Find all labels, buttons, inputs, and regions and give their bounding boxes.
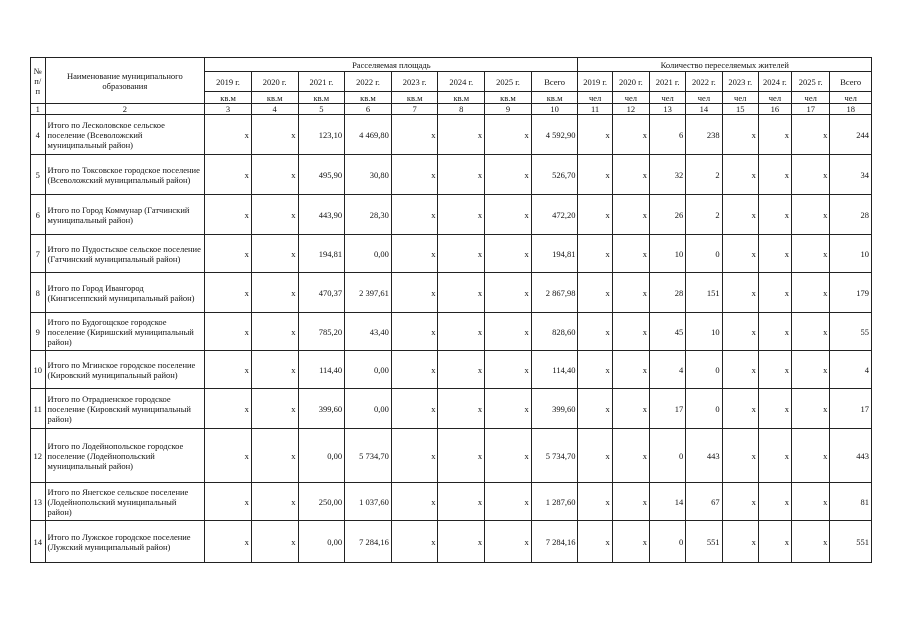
row-number: 7 [31, 235, 46, 273]
people-year-header: 2024 г. [758, 72, 791, 92]
people-cell: 26 [650, 195, 686, 235]
people-cell: 0 [650, 521, 686, 563]
row-number: 8 [31, 273, 46, 313]
people-year-header: 2020 г. [612, 72, 649, 92]
table-row [31, 389, 872, 429]
people-cell: x [612, 155, 649, 195]
column-number: 16 [758, 104, 791, 115]
area-unit: кв.м [531, 92, 578, 104]
area-cell: x [391, 351, 438, 389]
people-cell: 0 [686, 389, 722, 429]
area-cell: x [391, 389, 438, 429]
area-cell: x [438, 115, 485, 155]
area-cell: 0,00 [345, 351, 392, 389]
people-cell: x [758, 351, 791, 389]
municipality-name: Итого по Лодейнопольское городское поселение (Лодейнопольский муниципальный район) [45, 429, 205, 483]
area-cell: 2 397,61 [345, 273, 392, 313]
people-cell: 6 [650, 115, 686, 155]
people-cell: 34 [830, 155, 872, 195]
area-cell: 194,81 [531, 235, 578, 273]
area-unit: кв.м [251, 92, 298, 104]
area-cell: 2 867,98 [531, 273, 578, 313]
table-row [31, 483, 872, 521]
people-cell: 4 [650, 351, 686, 389]
people-cell: x [758, 235, 791, 273]
area-cell: x [485, 351, 532, 389]
area-cell: 7 284,16 [531, 521, 578, 563]
area-cell: x [391, 273, 438, 313]
people-cell: 244 [830, 115, 872, 155]
people-cell: 551 [830, 521, 872, 563]
area-unit: кв.м [298, 92, 345, 104]
people-cell: x [792, 115, 830, 155]
people-year-header: 2023 г. [722, 72, 758, 92]
municipality-name: Итого по Пудостьское сельское поселение (Гатчинский муниципальный район) [45, 235, 205, 273]
area-cell: x [391, 155, 438, 195]
people-cell: 10 [830, 235, 872, 273]
area-cell: x [485, 273, 532, 313]
area-cell: 399,60 [531, 389, 578, 429]
people-cell: x [578, 483, 612, 521]
area-cell: 123,10 [298, 115, 345, 155]
area-cell: 828,60 [531, 313, 578, 351]
municipality-name: Итого по Город Коммунар (Гатчинский муниципальный район) [45, 195, 205, 235]
table-row [31, 115, 872, 155]
area-cell: x [438, 155, 485, 195]
area-year-header: 2024 г. [438, 72, 485, 92]
area-cell: 0,00 [298, 429, 345, 483]
area-cell: x [391, 521, 438, 563]
area-cell: x [251, 195, 298, 235]
people-cell: x [578, 195, 612, 235]
people-cell: x [792, 313, 830, 351]
area-cell: x [485, 155, 532, 195]
area-cell: 7 284,16 [345, 521, 392, 563]
table-row [31, 273, 872, 313]
people-cell: x [722, 155, 758, 195]
municipality-name: Итого по Янегское сельское поселение (Лодейнопольский муниципальный район) [45, 483, 205, 521]
area-cell: x [205, 235, 252, 273]
area-cell: 114,40 [298, 351, 345, 389]
num-column-header: № п/п [31, 58, 46, 104]
area-cell: x [205, 351, 252, 389]
area-cell: x [485, 313, 532, 351]
people-cell: 10 [650, 235, 686, 273]
people-cell: x [758, 483, 791, 521]
people-year-header: 2022 г. [686, 72, 722, 92]
people-cell: x [578, 235, 612, 273]
people-cell: 17 [830, 389, 872, 429]
row-number: 12 [31, 429, 46, 483]
people-unit: чел [686, 92, 722, 104]
area-cell: x [438, 195, 485, 235]
people-cell: x [722, 115, 758, 155]
people-cell: x [758, 155, 791, 195]
people-cell: x [758, 389, 791, 429]
people-total-header: Всего [830, 72, 872, 92]
area-cell: x [438, 235, 485, 273]
area-cell: x [251, 483, 298, 521]
area-cell: x [391, 313, 438, 351]
municipality-name: Итого по Токсовское городское поселение (Всеволожский муниципальный район) [45, 155, 205, 195]
area-unit: кв.м [485, 92, 532, 104]
column-number-row [31, 104, 872, 115]
area-cell: x [251, 313, 298, 351]
people-cell: x [612, 195, 649, 235]
people-cell: 28 [830, 195, 872, 235]
area-cell: x [205, 429, 252, 483]
people-cell: x [792, 429, 830, 483]
people-cell: 551 [686, 521, 722, 563]
area-cell: x [438, 313, 485, 351]
people-cell: 443 [830, 429, 872, 483]
area-cell: x [205, 115, 252, 155]
municipality-name: Итого по Мгинское городское поселение (Кировский муниципальный район) [45, 351, 205, 389]
people-cell: x [578, 273, 612, 313]
people-cell: x [722, 273, 758, 313]
area-cell: x [391, 195, 438, 235]
people-cell: x [792, 155, 830, 195]
people-cell: 17 [650, 389, 686, 429]
area-year-header: 2023 г. [391, 72, 438, 92]
people-cell: x [758, 521, 791, 563]
area-cell: x [205, 273, 252, 313]
people-cell: x [578, 351, 612, 389]
area-cell: x [438, 389, 485, 429]
area-year-header: 2021 г. [298, 72, 345, 92]
people-cell: x [578, 155, 612, 195]
area-cell: 5 734,70 [531, 429, 578, 483]
people-cell: 45 [650, 313, 686, 351]
people-cell: x [612, 351, 649, 389]
people-unit: чел [578, 92, 612, 104]
area-unit: кв.м [345, 92, 392, 104]
column-number: 3 [205, 104, 252, 115]
area-cell: x [251, 389, 298, 429]
area-year-header: 2019 г. [205, 72, 252, 92]
area-cell: x [205, 521, 252, 563]
people-cell: x [792, 389, 830, 429]
area-cell: 114,40 [531, 351, 578, 389]
area-cell: 443,90 [298, 195, 345, 235]
people-cell: 0 [650, 429, 686, 483]
column-number: 14 [686, 104, 722, 115]
area-cell: 28,30 [345, 195, 392, 235]
column-number: 10 [531, 104, 578, 115]
people-cell: 10 [686, 313, 722, 351]
area-unit: кв.м [205, 92, 252, 104]
area-cell: 4 469,80 [345, 115, 392, 155]
table-row [31, 429, 872, 483]
column-number: 6 [345, 104, 392, 115]
area-cell: 43,40 [345, 313, 392, 351]
row-number: 11 [31, 389, 46, 429]
area-cell: x [205, 195, 252, 235]
people-cell: x [758, 313, 791, 351]
column-number: 1 [31, 104, 46, 115]
column-number: 15 [722, 104, 758, 115]
people-group-header: Количество переселяемых жителей [578, 58, 872, 72]
table-row [31, 195, 872, 235]
area-cell: x [391, 429, 438, 483]
people-cell: 67 [686, 483, 722, 521]
people-cell: 179 [830, 273, 872, 313]
people-cell: x [612, 521, 649, 563]
resettlement-table [30, 57, 872, 563]
column-number: 8 [438, 104, 485, 115]
people-cell: 14 [650, 483, 686, 521]
people-cell: x [758, 115, 791, 155]
area-cell: x [391, 235, 438, 273]
area-cell: x [485, 521, 532, 563]
people-cell: x [722, 483, 758, 521]
people-cell: 2 [686, 155, 722, 195]
people-cell: 0 [686, 351, 722, 389]
area-cell: 4 592,90 [531, 115, 578, 155]
people-cell: x [578, 389, 612, 429]
municipality-name: Итого по Лесколовское сельское поселение (Всеволожский муниципальный район) [45, 115, 205, 155]
row-number: 14 [31, 521, 46, 563]
area-cell: x [438, 429, 485, 483]
people-cell: x [612, 235, 649, 273]
people-cell: x [792, 483, 830, 521]
people-cell: 0 [686, 235, 722, 273]
area-cell: x [205, 155, 252, 195]
area-unit: кв.м [391, 92, 438, 104]
area-cell: x [205, 483, 252, 521]
people-cell: x [722, 521, 758, 563]
people-cell: x [612, 313, 649, 351]
row-number: 5 [31, 155, 46, 195]
area-cell: x [391, 483, 438, 521]
area-cell: 0,00 [345, 235, 392, 273]
area-cell: 495,90 [298, 155, 345, 195]
people-cell: 2 [686, 195, 722, 235]
people-cell: 55 [830, 313, 872, 351]
table-row [31, 521, 872, 563]
people-cell: x [612, 389, 649, 429]
area-cell: x [438, 273, 485, 313]
municipality-name: Итого по Лужское городское поселение (Лужский муниципальный район) [45, 521, 205, 563]
people-cell: x [578, 313, 612, 351]
table-row [31, 313, 872, 351]
table-body [31, 115, 872, 563]
area-cell: 194,81 [298, 235, 345, 273]
column-number: 5 [298, 104, 345, 115]
area-cell: x [251, 273, 298, 313]
area-cell: x [251, 235, 298, 273]
people-cell: x [722, 429, 758, 483]
people-cell: 443 [686, 429, 722, 483]
column-number: 18 [830, 104, 872, 115]
people-cell: x [612, 273, 649, 313]
column-number: 4 [251, 104, 298, 115]
area-cell: 785,20 [298, 313, 345, 351]
area-cell: x [485, 235, 532, 273]
area-cell: 399,60 [298, 389, 345, 429]
column-number: 17 [792, 104, 830, 115]
area-year-header: 2022 г. [345, 72, 392, 92]
area-cell: 526,70 [531, 155, 578, 195]
people-cell: 151 [686, 273, 722, 313]
people-cell: x [578, 521, 612, 563]
people-cell: x [792, 351, 830, 389]
people-cell: x [792, 521, 830, 563]
area-year-header: 2025 г. [485, 72, 532, 92]
row-number: 10 [31, 351, 46, 389]
people-cell: x [722, 195, 758, 235]
area-cell: x [485, 115, 532, 155]
table-row [31, 155, 872, 195]
area-cell: x [485, 483, 532, 521]
column-number: 2 [45, 104, 205, 115]
area-cell: 250,00 [298, 483, 345, 521]
area-cell: x [438, 483, 485, 521]
name-column-header: Наименование муниципального образования [45, 58, 205, 104]
municipality-name: Итого по Отрадненское городское поселение (Кировский муниципальный район) [45, 389, 205, 429]
people-cell: x [722, 351, 758, 389]
area-cell: 472,20 [531, 195, 578, 235]
people-cell: x [722, 389, 758, 429]
area-cell: x [251, 115, 298, 155]
people-cell: x [578, 115, 612, 155]
people-cell: x [612, 115, 649, 155]
people-cell: x [758, 273, 791, 313]
people-cell: x [758, 195, 791, 235]
people-unit: чел [758, 92, 791, 104]
people-cell: 81 [830, 483, 872, 521]
people-year-header: 2019 г. [578, 72, 612, 92]
people-unit: чел [830, 92, 872, 104]
people-cell: x [722, 235, 758, 273]
people-unit: чел [792, 92, 830, 104]
municipality-name: Итого по Город Ивангород (Кингисеппский муниципальный район) [45, 273, 205, 313]
people-year-header: 2021 г. [650, 72, 686, 92]
table-row [31, 351, 872, 389]
area-cell: x [485, 195, 532, 235]
area-cell: 0,00 [298, 521, 345, 563]
area-cell: x [251, 351, 298, 389]
people-cell: x [612, 483, 649, 521]
area-cell: x [251, 155, 298, 195]
area-cell: x [391, 115, 438, 155]
area-cell: x [485, 429, 532, 483]
people-cell: 238 [686, 115, 722, 155]
area-cell: x [438, 351, 485, 389]
column-number: 7 [391, 104, 438, 115]
people-cell: x [792, 273, 830, 313]
area-cell: x [205, 389, 252, 429]
people-cell: 32 [650, 155, 686, 195]
area-cell: 1 037,60 [345, 483, 392, 521]
column-number: 13 [650, 104, 686, 115]
area-cell: 470,37 [298, 273, 345, 313]
people-unit: чел [722, 92, 758, 104]
people-cell: x [792, 235, 830, 273]
table-row [31, 235, 872, 273]
people-cell: x [612, 429, 649, 483]
municipality-name: Итого по Будогощское городское поселение (Киришский муниципальный район) [45, 313, 205, 351]
area-cell: x [251, 521, 298, 563]
people-cell: x [792, 195, 830, 235]
people-cell: x [758, 429, 791, 483]
area-unit: кв.м [438, 92, 485, 104]
area-cell: 5 734,70 [345, 429, 392, 483]
people-cell: x [722, 313, 758, 351]
area-cell: x [438, 521, 485, 563]
area-cell: x [205, 313, 252, 351]
area-total-header: Всего [531, 72, 578, 92]
area-cell: 1 287,60 [531, 483, 578, 521]
row-number: 9 [31, 313, 46, 351]
people-unit: чел [612, 92, 649, 104]
area-group-header: Расселяемая площадь [205, 58, 578, 72]
area-year-header: 2020 г. [251, 72, 298, 92]
column-number: 9 [485, 104, 532, 115]
row-number: 4 [31, 115, 46, 155]
people-cell: x [578, 429, 612, 483]
column-number: 12 [612, 104, 649, 115]
people-unit: чел [650, 92, 686, 104]
column-number: 11 [578, 104, 612, 115]
area-cell: x [485, 389, 532, 429]
row-number: 6 [31, 195, 46, 235]
people-cell: 4 [830, 351, 872, 389]
area-cell: 0,00 [345, 389, 392, 429]
area-cell: x [251, 429, 298, 483]
row-number: 13 [31, 483, 46, 521]
people-year-header: 2025 г. [792, 72, 830, 92]
area-cell: 30,80 [345, 155, 392, 195]
people-cell: 28 [650, 273, 686, 313]
